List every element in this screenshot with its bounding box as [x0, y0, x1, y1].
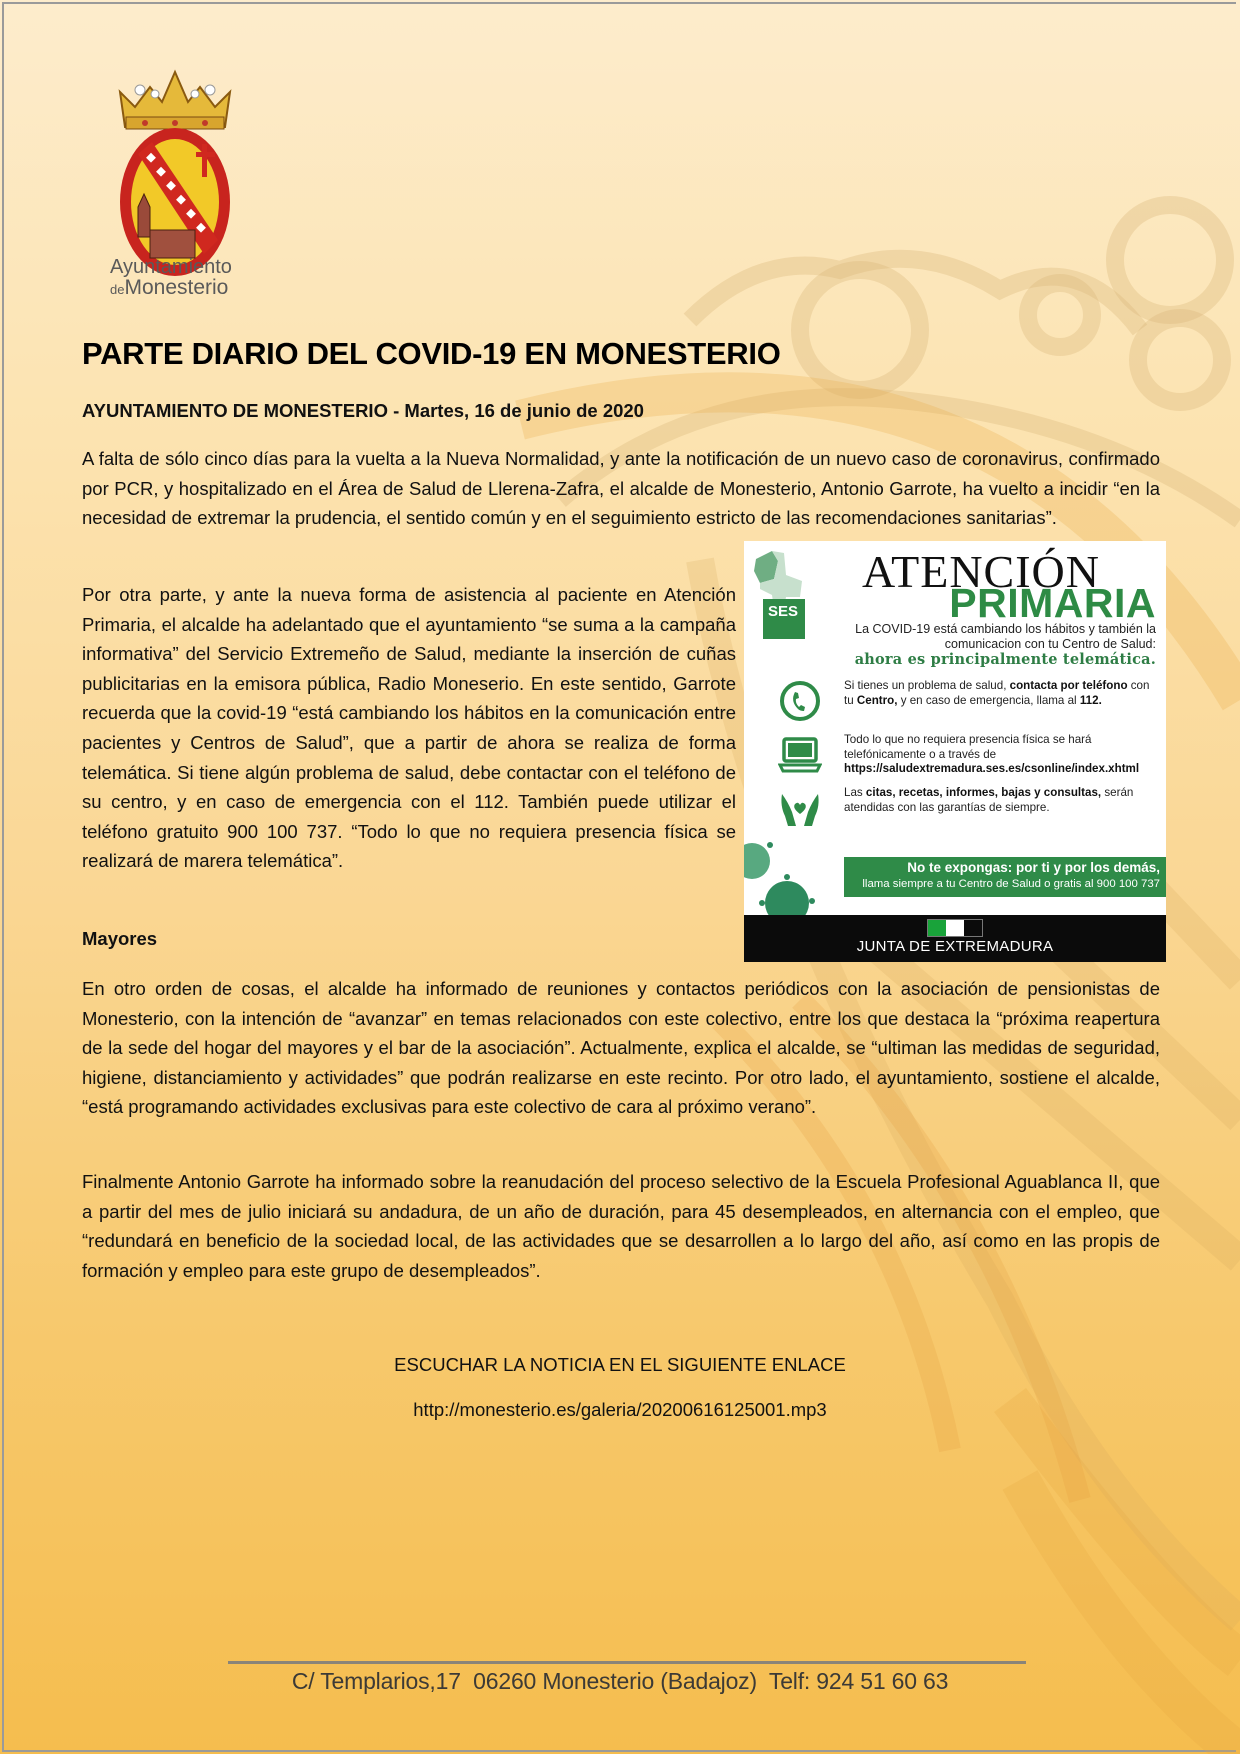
poster-item-text: [844, 679, 1162, 708]
hands-heart-icon: [778, 786, 822, 830]
text-bold: contacta por teléfono: [1009, 679, 1128, 692]
paragraph-1: A falta de sólo cinco días para la vuelta a la Nueva Normalidad, y ante la notificación de un nuevo caso de coronavirus, confirmado por PCR, y hospitalizado en el Área de Salud de Llerena-Zafra, el alcalde de Monesterio, Antonio Garrote, ha vuelto a incidir “en la necesidad de extremar la prudencia, el sentido común y en el seguimiento estricto de las recomendaciones sanitarias”.: [82, 448, 1160, 529]
poster-item-text: [844, 786, 1162, 815]
poster-banner: [844, 857, 1166, 897]
text-part: y en caso de emergencia, llama al: [897, 693, 1080, 707]
poster-subtitle: PRIMARIA: [949, 580, 1156, 626]
poster-item-text: [844, 733, 1162, 777]
logo-text-monesterio: [110, 276, 228, 300]
atencion-primaria-poster: [744, 541, 1166, 962]
banner-line-1: No te expongas: por ti y por los demás,: [907, 860, 1160, 875]
ses-url: https://saludextremadura.ses.es/csonline/index.xhtml: [844, 762, 1140, 775]
laptop-icon: [778, 733, 822, 777]
text-part: Si tienes un problema de salud,: [844, 679, 1010, 692]
junta-footer: [744, 915, 1166, 962]
paragraph-3: En otro orden de cosas, el alcalde ha informado de reuniones y contactos periódicos con la asociación de pensionistas de Monesterio, con la intención de “avanzar” en temas relacionados con este colectivo, entre los que destaca la “próxima reapertura de la sede del hogar del mayores y el bar de la asociación”. Actualmente, explica el alcalde, se “ultiman las medidas de seguridad, higiene, distanciamiento y actividades” que podrán realizarse en este recinto. Por otro lado, el ayuntamiento, sostiene el alcalde, “está programando actividades exclusivas para este colectivo de cara al próximo verano”.: [82, 978, 1160, 1118]
ses-extremadura-logo: [750, 549, 805, 641]
poster-emphasis: ahora es principalmente telemática.: [854, 651, 1156, 668]
junta-text: JUNTA DE EXTREMADURA: [856, 938, 1054, 955]
text-bold: citas, recetas, informes, bajas y consultas,: [865, 786, 1102, 799]
banner-line-2: llama siempre a tu Centro de Salud o gratis al 900 100 737: [862, 878, 1160, 890]
logo-text-de: de: [110, 282, 125, 297]
phone-icon: [778, 679, 822, 723]
poster-description: La COVID-19 está cambiando los hábitos y también la comunicacion con tu Centro de Salud:: [855, 622, 1156, 651]
ses-label: SES: [767, 603, 798, 620]
audio-link[interactable]: http://monesterio.es/galeria/20200616125001.mp3: [413, 1399, 827, 1420]
section-heading-mayores: Mayores: [82, 928, 158, 949]
document-subtitle: AYUNTAMIENTO DE MONESTERIO - Martes, 16 de junio de 2020: [82, 400, 644, 421]
text-bold: 112.: [1079, 693, 1102, 707]
text-part: Todo lo que no requiera presencia física se hará telefónicamente o a través de: [844, 733, 1092, 761]
extremadura-flag-icon: [927, 919, 983, 937]
document-title: PARTE DIARIO DEL COVID-19 EN MONESTERIO: [82, 336, 781, 371]
paragraph-4: Finalmente Antonio Garrote ha informado sobre la reanudación del proceso selectivo de la Escuela Profesional Aguablanca II, que a partir del mes de julio iniciará su andadura, de un año de duración, para 45 desempleados, en alternancia con el empleo, que “redundará en beneficio de la sociedad local, de las actividades que se desarrollen a lo largo del año, así como en las propis de formación y empleo para este grupo de desempleados”.: [82, 1171, 1160, 1281]
listen-label: ESCUCHAR LA NOTICIA EN EL SIGUIENTE ENLACE: [394, 1354, 846, 1375]
text-part: con tu: [844, 679, 1150, 707]
text-part: Las: [844, 786, 866, 799]
logo-text-ayuntamiento: Ayuntamiento: [110, 256, 232, 278]
text-part: serán atendidas con las garantías de siempre.: [844, 786, 1134, 814]
footer-address: C/ Templarios,17 06260 Monesterio (Badajoz) Telf: 924 51 60 63: [291, 1668, 949, 1694]
logo-text-name: Monesterio: [124, 276, 229, 299]
text-bold: Centro,: [856, 693, 898, 707]
poster-title: ATENCIÓN: [862, 546, 1100, 597]
footer-divider: [228, 1661, 1026, 1664]
paragraph-2: Por otra parte, y ante la nueva forma de asistencia al paciente en Atención Primaria, el alcalde ha adelantado que el ayuntamiento “se suma a la campaña informativa” del Servicio Extremeño de Salud, mediante la inserción de cuñas publicitarias en la emisora pública, Radio Moneserio. En este sentido, Garrote recuerda que la covid-19 “está cambiando los hábitos en la comunicación entre pacientes y Centros de Salud”, que a partir de ahora se realiza de forma telemática. Si tiene algún problema de salud, debe contactar con el teléfono de su centro, y en caso de emergencia con el 112. También puede utilizar el teléfono gratuito 900 100 737. “Todo lo que no requiera presencia física se realizará de marera telemática”.: [82, 584, 736, 872]
